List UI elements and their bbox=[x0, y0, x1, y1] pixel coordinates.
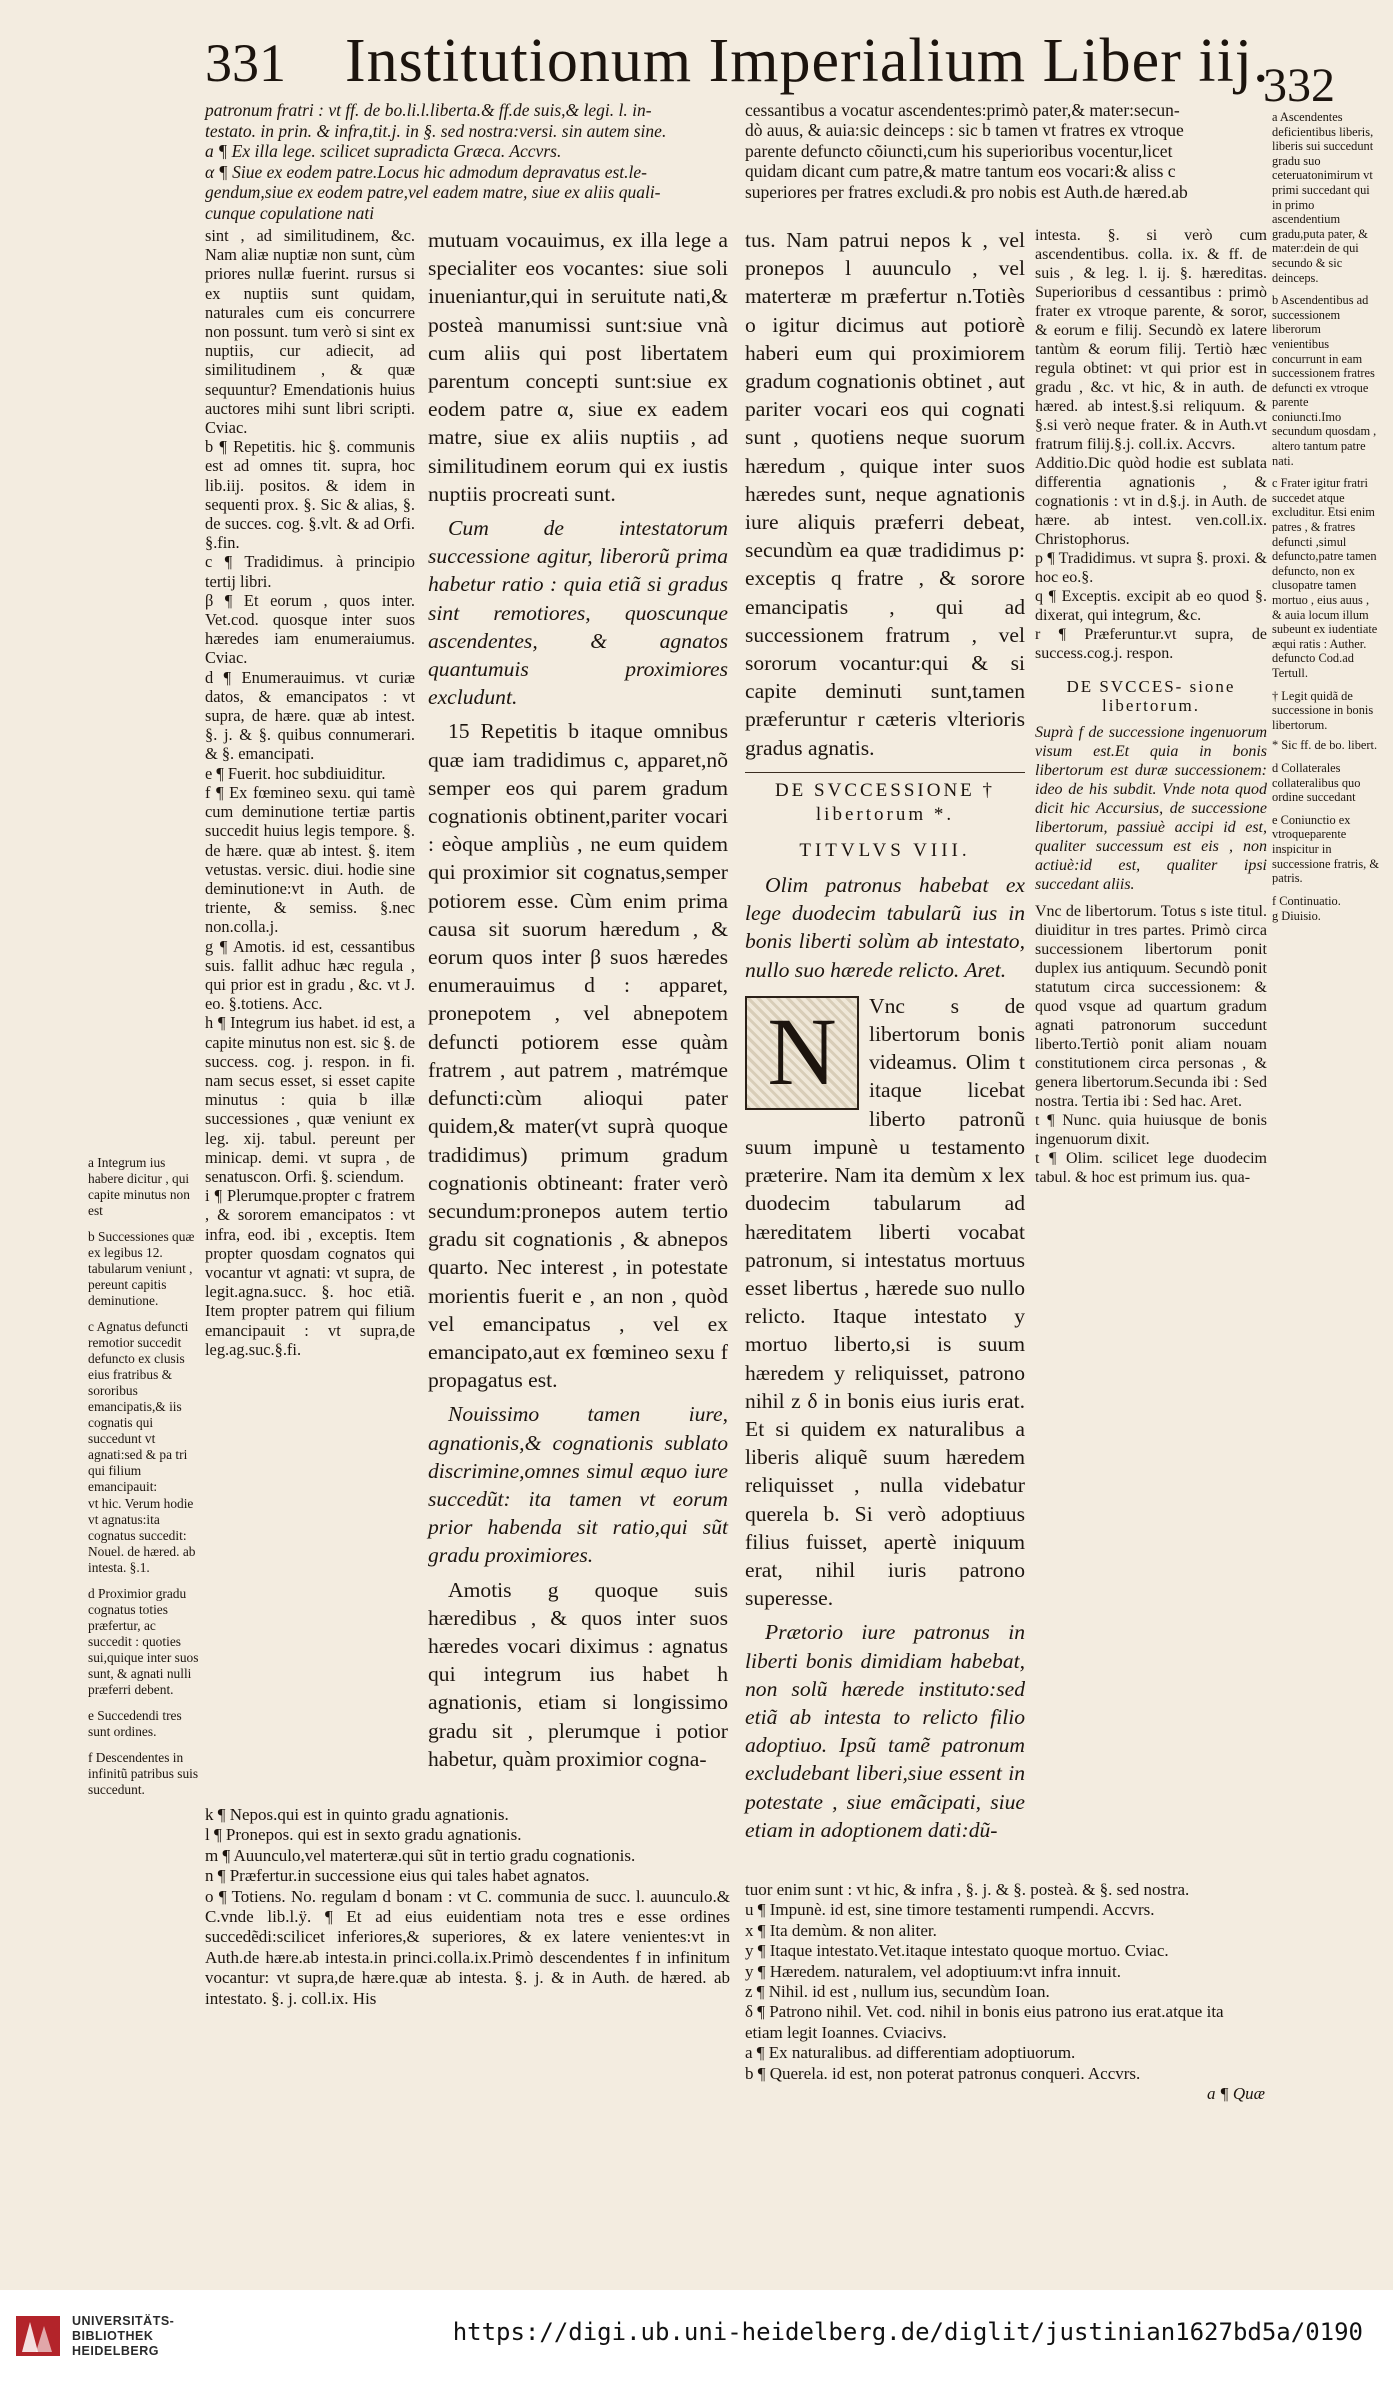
note-line: o ¶ Totiens. No. regulam d bonam : vt C. communia de succ. l. auunculo.& C.vnde lib.l.ÿ. ¶ Et ad eius euidentiam nota tres e esse ordines succedẽdi:scilicet inferiores,& superiores, & ex latere venientes:vt in Auth.de hære.ab intesta.in princi.colla.ix.Primò descendentes f in infinitum vocantur: vt supra,de hære.quæ ab intesta. §. j. & in Auth. de hæred. ab intestato. §. j. coll.ix. His bbox=[205, 1886, 730, 2008]
main-paragraph: Vnc s de libertorum bonis videamus. Olim t itaque licebat liberto patronũ suum impunè u testamento præterire. Nam ita demùm x lex duodecim tabularum ad hæreditatem liberti vocabat patronum, si intestatus mortuus esset libertus , hærede suo nullo relicto. Itaque intestato y mortuo liberto,si is suum hæredem y reliquisset, patrono nihil z δ in bonis eius iuris erat. Et si quidem ex naturalibus a liberis aliquẽ suum hæredem reliquisset , nulla videbatur querela b. Si verò adoptiuus filius fuisset, apertè iniquum erat, nihil iuris patrono superesse. bbox=[745, 993, 1025, 1611]
note-para: t ¶ Olim. scilicet lege duodecim tabul. & hoc est primum ius. qua- bbox=[1035, 1150, 1267, 1186]
viewer-footer bbox=[0, 2290, 1393, 2381]
notes-section-title: DE SVCCES- sione libertorum. bbox=[1066, 677, 1236, 715]
page-title: Institutionum Imperialium Liber iij. bbox=[345, 27, 1270, 95]
library-name: UNIVERSITÄTS- BIBLIOTHEK HEIDELBERG bbox=[72, 2314, 175, 2358]
catchword: a ¶ Quæ bbox=[1206, 2084, 1265, 2104]
note-line: patronum fratri : vt ff. de bo.li.l.liberta.& ff.de suis,& legi. l. in- bbox=[205, 100, 652, 120]
main-text-column bbox=[428, 226, 728, 1773]
note-line: y ¶ Itaque intestato.Vet.itaque intestato quoque mortuo. Cviac. bbox=[745, 1941, 1169, 1961]
note-line: cessantibus a vocatur ascendentes:primò pater,& mater:secun- bbox=[745, 100, 1180, 120]
right-notes-bottom bbox=[745, 1880, 1265, 2104]
dropcap-initial: N bbox=[745, 996, 859, 1110]
note-para: q ¶ Exceptis. excipit ab eo quod §. dixerat, qui integrum, &c. bbox=[1035, 588, 1267, 624]
note-line: superiores per fratres excludi.& pro nobis est Auth.de hæred.ab bbox=[745, 181, 1188, 202]
margin-note: a Ascendentes deficientibus liberis, liberis sui succedunt gradu suo ceteruatonimirum vt primi succedant qui in primo ascendentium gradu,puta pater, & mater:dein de qui secundo & sic deinceps. bbox=[1272, 110, 1374, 285]
summary-paragraph: Cum de intestatorum successione agitur, liberorũ prima habetur ratio : quia etiã si gradus sint remotiores, quoscunque ascendentes, & agnatos quantumuis proximiores excludunt. bbox=[428, 516, 728, 710]
page-number-left: 331 bbox=[205, 33, 286, 93]
note-line: dò auus, & auia:sic deinceps : sic b tamen vt fratres ex vtroque bbox=[745, 120, 1184, 141]
note-para: h ¶ Integrum ius habet. id est, a capite minutus non est. sic §. de success. cog. j. respon. in fi. nam secus esset, si esset capite minutus : quia b illæ successiones , quæ veniunt ex leg. xij. tabul. pereunt per minicap. demi. vt supra , de senatuscon. Orfi. §. sciendum. bbox=[205, 1013, 415, 1186]
note-line: n ¶ Præfertur.in successione eius qui tales habet agnatos. bbox=[205, 1866, 590, 1886]
note-para: p ¶ Tradidimus. vt supra §. proxi. & hoc eo.§. bbox=[1035, 550, 1267, 586]
section-rule bbox=[745, 772, 1025, 773]
margin-note: b Ascendentibus ad successionem liberorum venientibus concurrunt in eam successionem fratres defuncti ex vtroque parente coniuncti.Imo secundum quosdam , altero tantum patre nati. bbox=[1272, 293, 1377, 468]
note-line: tuor enim sunt : vt hic, & infra , §. j. & §. posteà. & §. sed nostra. bbox=[745, 1880, 1190, 1899]
titulus-heading: TITVLVS VIII. bbox=[799, 839, 971, 861]
note-line: m ¶ Auunculo,vel materteræ.qui sũt in tertio gradu cognationis. bbox=[205, 1845, 636, 1865]
margin-note: c Agnatus defuncti remotior succedit defuncto ex clusis eius fratribus & sororibus emancipatis,& iis cognatis qui succedunt vt agnati:sed & pa tri qui filium emancipauit: bbox=[88, 1319, 189, 1494]
note-line: α ¶ Siue ex eodem patre.Locus hic admodum depravatus est.le- bbox=[205, 161, 647, 182]
left-notes-top bbox=[205, 100, 730, 224]
note-para: e ¶ Fuerit. hoc subdiuiditur. bbox=[205, 763, 386, 783]
note-line: a ¶ Ex illa lege. scilicet supradicta Græca. Accvrs. bbox=[205, 141, 562, 162]
note-line: cunque copulatione nati bbox=[205, 202, 375, 223]
note-line: parente defuncto cõiuncti,cum his superioribus vocentur,licet bbox=[745, 140, 1173, 161]
margin-note: * Sic ff. de bo. libert. bbox=[1272, 738, 1378, 753]
note-line: x ¶ Ita demùm. & non aliter. bbox=[745, 1920, 937, 1940]
main-paragraph: Amotis g quoque suis hæredibus , & quos inter suos hæredes vocari diximus : agnatus qui integrum ius habet h agnationis, etiam si longissimo gradu sit , plerumque i potior habetur, quàm proximior cogna- bbox=[428, 1577, 728, 1771]
right-notes-column bbox=[1035, 226, 1267, 1187]
summary-paragraph: Prætorio iure patronus in liberti bonis dimidiam habebat, non solũ hærede instituto:sed etiã ab intesta to relicto filio adoptiuo. Ipsũ tamẽ patronum excludebant liberi,siue essent in potestate , siue emãcipati, siue etiam in adoptionem dati:dũ- bbox=[745, 1620, 1025, 1842]
page-number-right: 332 bbox=[1263, 59, 1335, 112]
note-para: f ¶ Ex fœmineo sexu. qui tamè cum deminutione tertiæ partis succedit huius legis tempore. §. de hære. quæ ab intest. §. item vetustas. versic. diui. hodie sine deminutione:vt in Auth. de triente, & semiss. §.nec non.colla.j. bbox=[205, 782, 415, 937]
note-line: gendum,siue ex eodem patre,vel eadem matre, siue ex aliis quali- bbox=[205, 182, 661, 203]
margin-note: † Legit quidã de successione in bonis libertorum. bbox=[1272, 688, 1374, 732]
margin-note: g Diuisio. bbox=[1272, 909, 1321, 924]
right-margin-notes bbox=[1272, 110, 1380, 925]
margin-note: e Succedendi tres sunt ordines. bbox=[88, 1708, 182, 1739]
margin-note: d Collaterales collateralibus quo ordine succedant bbox=[1272, 760, 1361, 805]
note-line: l ¶ Pronepos. qui est in sexto gradu agnationis. bbox=[205, 1825, 522, 1845]
note-line: a ¶ Ex naturalibus. ad differentiam adoptiuorum. bbox=[745, 2043, 1076, 2063]
margin-note: a Integrum ius habere dicitur , qui capite minutus non est bbox=[88, 1155, 190, 1218]
note-line: δ ¶ Patrono nihil. Vet. cod. nihil in bonis eius patrono ius erat.atque ita etiam legit Ioannes. Cviacivs. bbox=[745, 2002, 1224, 2042]
note-line: u ¶ Impunè. id est, sine timore testamenti rumpendi. Accvrs. bbox=[745, 1900, 1155, 1920]
note-para: β ¶ Et eorum , quos inter. Vet.cod. quosque inter suos hæredes iam enumeraiumus. Cviac. bbox=[205, 590, 415, 668]
note-para: b ¶ Repetitis. hic §. communis est ad omnes tit. supra, hoc lib.iij. positos. & idem in sequenti prox. §. Sic & alias, §. de succes. cog. §.vlt. & ad Orfi. §.fin. bbox=[205, 437, 415, 553]
main-paragraph: mutuam vocauimus, ex illa lege a specialiter eos vocantes: siue soli inueniantur,qui in seruitute nati,& posteà manumissi sunt:siue vnà cum aliis qui post libertatem parentum concepti sunt:siue ex eodem patre α, siue ex eadem matre, siue ex aliis nuptiis , ad similitudinem eorum qui ex iustis nuptiis procreati sunt. bbox=[428, 228, 728, 506]
note-line: testato. in prin. & infra,tit.j. in §. sed nostra:versi. sin autem sine. bbox=[205, 120, 667, 141]
note-para: Vnc de libertorum. Totus s iste titul. diuiditur in tres partes. Primò circa successionem libertorum ponit duplex ius antiquum. Secundò ponit statutum circa successionem: & quod vsque ad quartum gradum agnati patronorum succedunt liberto.Tertiò ponit aliam nouam constitutionem circa personas , & genera libertorum.Secunda ibi : Sed nostra. Tertia ibi : Sed hac. Aret. bbox=[1035, 903, 1267, 1110]
note-para: sint , ad similitudinem, &c. Nam aliæ nuptiæ non sunt, cùm priores nullæ fuerint. rursus si ex nuptiis sunt quidam, naturales cum eis concurrere non possunt. tum verò si sint ex nuptiis, cur adiecit, ad similitudinem , & quæ sequuntur? Emendationis huius auctores mihi sunt libri scripti. Cviac. bbox=[205, 226, 415, 438]
margin-note: vt hic. Verum hodie vt agnatus:ita cognatus succedit: Nouel. de hæred. ab intesta. §.1. bbox=[88, 1496, 196, 1575]
note-line: quidam dicant cum patre,& matre tantum eos vocari:& aliss c bbox=[745, 161, 1176, 182]
note-para: i ¶ Plerumque.propter c fratrem , & sororem emancipatos : vt infra, eod. ibi , exceptis. Item propter quosdam cognatos qui vocantur vt agnati: vt supra, de legit.agna.succ. §. hoc etiã. Item propter patrem qui filium emancipauit : vt supra,de leg.ag.suc.§.fi. bbox=[205, 1186, 415, 1359]
university-library-logo-icon bbox=[14, 2312, 62, 2360]
note-para: Suprà f de successione ingenuorum visum est.Et quia in bonis libertorum est duræ successionem: ideo de his subdit. Vnde nota quod dicit hic Accursius, de successione libertorum, passiuè accipi id est, qualiter successum est eis , non actiuè:id est, qualiter ipsi succedant aliis. bbox=[1035, 724, 1267, 893]
note-para: t ¶ Nunc. quia huiusque de bonis ingenuorum dixit. bbox=[1035, 1112, 1267, 1148]
left-notes-bottom bbox=[205, 1805, 730, 2009]
margin-note: b Successiones quæ ex legibus 12. tabularum veniunt , pereunt capitis deminutione. bbox=[88, 1229, 195, 1308]
note-para: Additio.Dic quòd hodie est sublata differentia agnationis , & cognationis : vt in d.§.j. in Auth. de hære. ab intest. ven.coll.ix. Christophorus. bbox=[1035, 455, 1267, 548]
margin-note: c Frater igitur fratri succedet atque excluditur. Etsi enim patres , & fratres defuncti ,simul defuncto,patre tamen defuncto, non ex clusopatre tamen mortuo , eius auus , & auia locum illum subeunt ex iudentiate æqui ratis : Auther. defuncto Cod.ad Tertull. bbox=[1272, 476, 1378, 680]
note-line: y ¶ Hæredem. naturalem, vel adoptiuum:vt infra innuit. bbox=[745, 1961, 1121, 1981]
note-line: k ¶ Nepos.qui est in quinto gradu agnationis. bbox=[205, 1805, 509, 1824]
left-margin-notes bbox=[88, 1155, 200, 1799]
note-para: g ¶ Amotis. id est, cessantibus suis. fallit adhuc hæc regula , qui prior est in gradu , &c. vt J. eo. §.totiens. Acc. bbox=[205, 936, 415, 1014]
note-para: d ¶ Enumerauimus. vt curiæ datos, & emancipatos : vt supra, de hære. quæ ab intest. §. j. & §. quibus connumerari. & §. emancipati. bbox=[205, 667, 415, 764]
note-line: b ¶ Querela. id est, non poterat patronus conqueri. Accvrs. bbox=[745, 2063, 1141, 2083]
main-paragraph: tus. Nam patrui nepos k , vel pronepos l auunculo , vel materteræ m præfertur n.Totiès o igitur dicimus aut potiorè haberi eum qui proximiorem gradum cognationis obtinet , aut pariter vocari eos qui cognati sunt , quotiens neque suorum hæredum , quique inter suos hæredes sunt, neque agnationis iure aliquis præferri debeat, secundùm ea quæ tradidimus p: exceptis q fratre , & sorore emancipatis , qui ad successionem fratrum , vel sororum vocantur:qui & si capite deminuti sunt,tamen præferuntur r cæteris vlterioris gradus agnatis. bbox=[745, 228, 1025, 760]
note-para: c ¶ Tradidimus. à principio tertij libri. bbox=[205, 552, 415, 591]
margin-note: e Coniunctio ex vtroqueparente inspicitur in successione fratris, & patris. bbox=[1272, 812, 1380, 886]
right-main-column bbox=[745, 226, 1025, 1844]
summary-paragraph: Nouissimo tamen iure, agnationis,& cognationis sublato discrimine,omnes simul æquo iure succedũt: ita tamen vt eorum prior habenda sit ratio,qui sũt gradu proximiores. bbox=[428, 1402, 728, 1568]
right-notes-top bbox=[745, 100, 1265, 202]
margin-note: f Descendentes in infinitũ patribus suis succedunt. bbox=[88, 1750, 199, 1797]
note-line: z ¶ Nihil. id est , nullum ius, secundùm Ioan. bbox=[745, 1982, 1050, 2002]
margin-note: f Continuatio. bbox=[1272, 893, 1341, 908]
main-paragraph: 15 Repetitis b itaque omnibus quæ iam tradidimus c, apparet,nõ semper eos qui parem gradum cognationis obtinent,pariter vocari : eòque ampliùs , ne eum quidem qui proximior sit cognatus,semper potiorem esse. Cùm enim prima causa sit suorum hæredum , & eorum quos inter β suos hæredes enumerauimus d : apparet, pronepotem , vel abnepotem defuncti potiorem esse quàm fratrem , aut patrem , matrémque defuncti:cùm alioqui pater quidem,& mater(vt suprà quoque tradidimus) primum gradum cognationis obtineant: frater verò secundum:pronepos autem tertio gradu sit cognationis , & abnepos quarto. Nec interest , in potestate morientis fuerit e , an non , quòd vel emancipatus , vel ex emancipato,aut ex fœmineo sexu f propagatus est. bbox=[428, 719, 728, 1393]
left-notes-column bbox=[205, 226, 415, 1359]
note-para: intesta. §. si verò cum ascendentibus. colla. ix. & ff. de suis , & leg. l. ij. §. hæreditas. Superioribus d cessantibus : primò frater ex vtroque parente, & soror, & eorum e filij. Secundò ex latere tantùm & eorum filij. Tertiò hæc regula obtinet: vt qui prior est in gradu , &c. vt hic, & in auth. de hæred. ab intest.§.si reliquum. & §.si verò neque frater. & in Auth.vt fratrum filij.§.j. coll.ix. Accvrs. bbox=[1035, 227, 1267, 453]
section-title: DE SVCCESSIONE † libertorum *. bbox=[774, 779, 996, 825]
title-summary: Olim patronus habebat ex lege duodecim tabularũ ius in bonis liberti solùm ab intestato, nullo suo hærede relicto. Aret. bbox=[745, 873, 1025, 982]
note-para: r ¶ Præferuntur.vt supra, de success.cog.j. respon. bbox=[1035, 626, 1267, 662]
margin-note: d Proximior gradu cognatus toties præfertur, ac succedit : quoties sui,quique inter suos sunt, & agnati nulli præferri debent. bbox=[88, 1586, 199, 1697]
permalink-url[interactable]: https://digi.ub.uni-heidelberg.de/diglit/justinian1627bd5a/0190 bbox=[452, 2318, 1363, 2346]
